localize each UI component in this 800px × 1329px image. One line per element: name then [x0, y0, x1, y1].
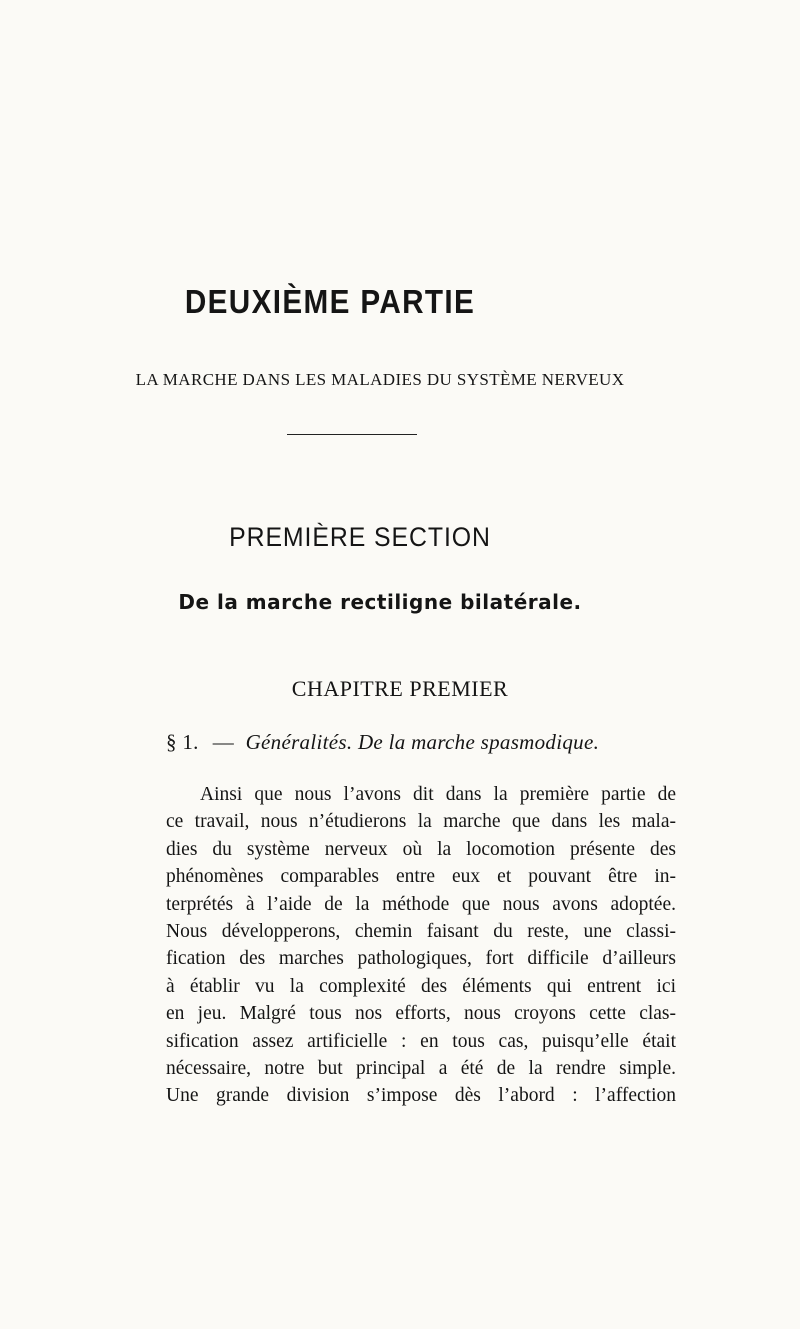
- section-title: PREMIÈRE SECTION: [229, 522, 491, 552]
- body-line: Ainsi que nous l’avons dit dans la première partie de: [200, 784, 676, 805]
- body-line: terprétés à l’aide de la méthode que nous avons adoptée.: [166, 893, 676, 915]
- body-line: phénomènes comparables entre eux et pouvant être in-: [166, 866, 676, 888]
- body-line: dies du système nerveux où la locomotion présente des: [166, 838, 676, 860]
- body-line: à établir vu la complexité des éléments qui entrent ici: [166, 975, 676, 997]
- heading-dash: —: [212, 730, 235, 754]
- body-line: nécessaire, notre but principal a été de la rendre simple.: [166, 1058, 676, 1080]
- body-line: fication des marches pathologiques, fort difficile d’ailleurs: [166, 948, 676, 970]
- body-line: Une grande division s’impose dès l’abord : l’affection: [166, 1085, 676, 1107]
- body-line: ce travail, nous n’étudierons la marche que dans les mala-: [166, 811, 676, 833]
- chapter-title: CHAPITRE PREMIER: [291, 676, 509, 701]
- part-title: DEUXIÈME PARTIE: [184, 283, 476, 320]
- body-line: sification assez artificielle : en tous cas, puisqu’elle était: [166, 1030, 676, 1052]
- paragraph-title: Généralités. De la marche spasmodique.: [245, 730, 600, 754]
- body-line: Nous développerons, chemin faisant du reste, une classi-: [166, 921, 676, 943]
- body-line: en jeu. Malgré tous nos efforts, nous croyons cette clas-: [166, 1003, 676, 1025]
- part-subtitle: LA MARCHE DANS LES MALADIES DU SYSTÈME NERVEUX: [135, 370, 625, 389]
- divider-rule: [287, 434, 417, 435]
- body-paragraph: [166, 781, 676, 1110]
- paragraph-number: § 1.: [166, 730, 199, 754]
- section-subtitle: De la marche rectiligne bilatérale.: [178, 590, 582, 614]
- paragraph-heading: [166, 730, 599, 755]
